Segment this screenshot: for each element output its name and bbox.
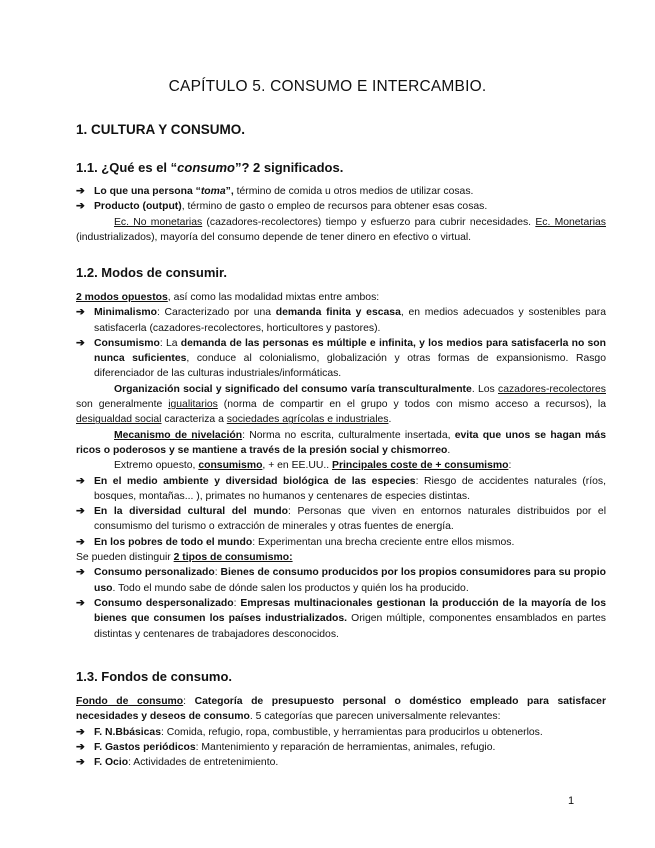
- arrow-bullet-icon: ➔: [76, 337, 85, 349]
- chapter-title: CAPÍTULO 5. CONSUMO E INTERCAMBIO.: [168, 78, 487, 95]
- subsection-1-2-body: [76, 290, 606, 642]
- arrow-bullet-icon: ➔: [76, 307, 85, 319]
- subsection-heading-1-3: 1.3. Fondos de consumo.: [76, 669, 233, 684]
- paragraph: 2 modos opuestos, así como las modalidad mixtas entre ambos:: [76, 292, 380, 303]
- arrow-bullet-icon: ➔: [76, 726, 85, 738]
- arrow-bullet-icon: ➔: [76, 567, 85, 579]
- subsection-heading-1-2: 1.2. Modos de consumir.: [76, 265, 227, 280]
- paragraph: Se pueden distinguir 2 tipos de consumismo:: [76, 552, 293, 564]
- arrow-bullet-icon: ➔: [76, 757, 85, 769]
- list-item: ➔ Minimalismo: Caracterizado por una demanda finita y escasa, en medios adecuados y sostenibles para satisfacerla (cazadores-recolectores, horticultores y pastores).: [76, 307, 606, 334]
- list-item: ➔ Consumo despersonalizado: Empresas multinacionales gestionan la producción de la mayoría de los bienes que consumen los países industrializados. Origen múltiple, componentes ensamblados en partes distintas y centenares de trabajadores desconocidos.: [76, 597, 606, 640]
- arrow-bullet-icon: ➔: [76, 475, 85, 487]
- paragraph: Fondo de consumo: Categoría de presupuesto personal o doméstico empleado para satisfacer necesidades y deseos de consumo. 5 categorías que parecen universalmente relevantes:: [76, 696, 606, 723]
- arrow-bullet-icon: ➔: [76, 186, 85, 197]
- paragraph: Organización social y significado del consumo varía transculturalmente. Los cazadores-recolectores son generalmente igualitarios (norma de compartir en el grupo y todos con mismo acceso a recursos), la desigualdad social caracteriza a sociedades agrícolas e industriales.: [76, 383, 606, 426]
- list-item: ➔ Lo que una persona “toma”, término de comida u otros medios de utilizar cosas.: [76, 184, 606, 199]
- arrow-bullet-icon: ➔: [76, 536, 85, 548]
- list-item: ➔ Producto (output), término de gasto o empleo de recursos para obtener esas cosas.: [76, 199, 606, 214]
- arrow-bullet-icon: ➔: [76, 741, 85, 753]
- paragraph: Extremo opuesto, consumismo, + en EE.UU.. Principales coste de + consumismo:: [114, 460, 512, 472]
- list-item: ➔ F. Gastos periódicos: Mantenimiento y reparación de herramientas, animales, refugio.: [76, 740, 606, 755]
- list-item: ➔ En la diversidad cultural del mundo: Personas que viven en entornos naturales distribuidos por el consumismo del turismo o extracción de minerales y otras fuentes de energía.: [76, 506, 606, 533]
- paragraph: Ec. No monetarias (cazadores-recolectores) tiempo y esfuerzo para cubrir necesidades. Ec. Monetarias (industrializados), mayoría del consumo depende de tener dinero en efectivo o virtual.: [76, 216, 606, 243]
- arrow-bullet-icon: ➔: [76, 201, 85, 213]
- paragraph: Mecanismo de nivelación: Norma no escrita, culturalmente insertada, evita que unos se hagan más ricos o poderosos y se mantiene a través de la presión social y chismorreo.: [76, 429, 606, 456]
- list-item: ➔ En el medio ambiente y diversidad biológica de las especies: Riesgo de accidentes naturales (ríos, bosques, montañas... ), primates no humanos y centenares de especies distintas.: [76, 475, 606, 502]
- subsection-1-1-body: [76, 184, 606, 245]
- page-number: 1: [568, 795, 575, 807]
- list-item: ➔ F. N.Bbásicas: Comida, refugio, ropa, combustible, y herramientas para producirlos u obtenerlos.: [76, 725, 606, 740]
- subsection-heading-1-1: 1.1. ¿Qué es el “consumo”? 2 significados.: [76, 160, 344, 175]
- arrow-bullet-icon: ➔: [76, 506, 85, 518]
- arrow-bullet-icon: ➔: [76, 597, 85, 609]
- list-item: ➔ F. Ocio: Actividades de entretenimiento.: [76, 755, 606, 770]
- list-item: ➔ En los pobres de todo el mundo: Experimentan una brecha creciente entre ellos mismos.: [76, 535, 606, 550]
- subsection-1-3-body: [76, 694, 606, 770]
- section-heading-1: 1. CULTURA Y CONSUMO.: [76, 122, 246, 137]
- list-item: ➔ Consumo personalizado: Bienes de consumo producidos por los propios consumidores para su propio uso. Todo el mundo sabe de dónde salen los productos y quién los ha producido.: [76, 567, 606, 594]
- list-item: ➔ Consumismo: La demanda de las personas es múltiple e infinita, y los medios para satisfacerla no son nunca suficientes, conduce al colonialismo, globalización y otras formas de expansionismo. Rasgo diferenciador de las culturas industriales/informáticas.: [76, 337, 607, 380]
